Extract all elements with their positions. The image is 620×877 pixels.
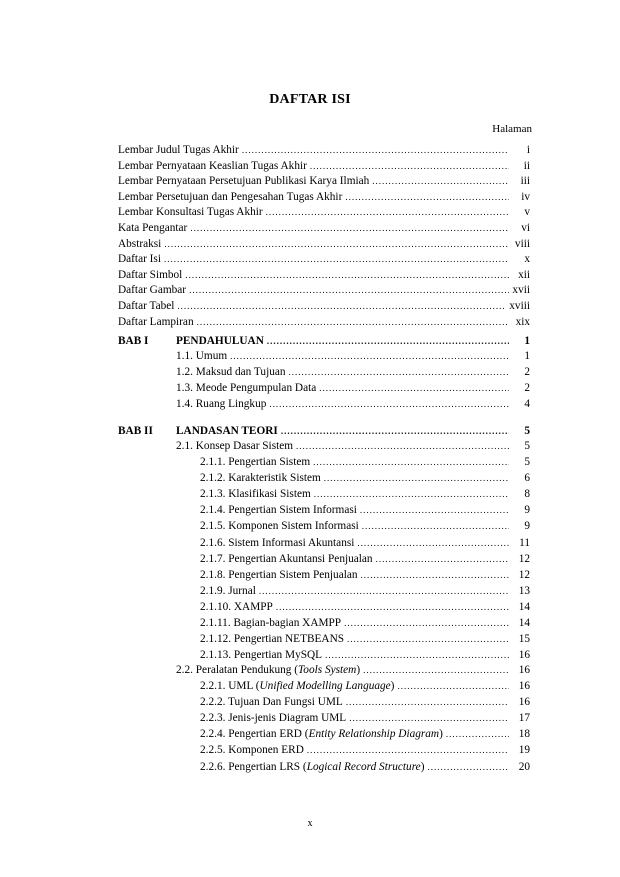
- page-ref: 20: [518, 760, 530, 773]
- dot-leader: [185, 268, 509, 283]
- bab-2-heading: [176, 424, 530, 439]
- toc-entry: [200, 632, 530, 647]
- page-ref: 16: [518, 680, 530, 692]
- dot-leader: [314, 487, 509, 502]
- page-title: DAFTAR ISI: [269, 92, 351, 107]
- toc-entry: [200, 519, 530, 534]
- page-ref: x: [524, 253, 530, 266]
- dot-leader: [307, 743, 509, 758]
- dot-leader: [266, 205, 509, 220]
- page-ref: 6: [524, 472, 530, 485]
- page-ref: 17: [518, 712, 530, 725]
- entry-label: Daftar Tabel: [118, 300, 175, 312]
- entry-label: PENDAHULUAN: [176, 335, 264, 347]
- toc-entry: [200, 727, 530, 742]
- dot-leader: [427, 760, 509, 775]
- page-ref: 18: [518, 728, 530, 741]
- page-ref: 9: [524, 520, 530, 533]
- toc-entry: [200, 695, 530, 710]
- dot-leader: [269, 397, 509, 412]
- dot-leader: [190, 221, 509, 236]
- toc-entry: [176, 349, 530, 364]
- bab-1-heading: [176, 334, 530, 349]
- page-ref: 13: [518, 584, 530, 597]
- page-ref: 5: [524, 456, 530, 468]
- toc-entry: [118, 221, 530, 236]
- toc-entry: [118, 299, 530, 314]
- entry-label: Daftar Gambar: [118, 284, 187, 297]
- entry-label: 1.1. Umum: [176, 350, 228, 362]
- entry-label: Lembar Pernyataan Keaslian Tugas Akhir: [118, 159, 307, 172]
- dot-leader: [372, 174, 509, 189]
- entry-label-suffix: ): [420, 760, 425, 773]
- dot-leader: [164, 237, 509, 252]
- entry-label: Lembar Konsultasi Tugas Akhir: [118, 206, 263, 219]
- entry-label: Kata Pengantar: [118, 222, 188, 234]
- toc-entry: [118, 159, 530, 174]
- dot-leader: [361, 568, 509, 583]
- dot-leader: [267, 334, 509, 349]
- dot-leader: [197, 315, 509, 330]
- entry-label-italic: Unified Modelling Language: [259, 680, 391, 692]
- dot-leader: [230, 349, 509, 364]
- page-ref: 12: [518, 568, 530, 581]
- toc-entry: [200, 471, 530, 486]
- dot-leader: [446, 727, 509, 742]
- page-ref: 4: [524, 398, 530, 410]
- entry-label: 2.1.7. Pengertian Akuntansi Penjualan: [200, 552, 373, 565]
- page-ref: 1: [524, 335, 530, 347]
- page-ref: iv: [521, 190, 530, 203]
- entry-label: 2.1.3. Klasifikasi Sistem: [200, 488, 311, 501]
- entry-label: [200, 679, 394, 694]
- dot-leader: [345, 190, 509, 205]
- toc-entry: [200, 711, 530, 726]
- toc-entry: [200, 600, 530, 615]
- bab-2-code: BAB II: [118, 425, 153, 437]
- entry-label: [200, 760, 424, 775]
- page-ref: ii: [523, 159, 530, 172]
- dot-leader: [357, 536, 509, 551]
- entry-label: 2.1.8. Pengertian Sistem Penjualan: [200, 568, 358, 581]
- entry-label: 2.1.6. Sistem Informasi Akuntansi: [200, 536, 355, 549]
- dot-leader: [346, 695, 509, 710]
- page-ref: xii: [518, 268, 530, 281]
- bab-1-code: BAB I: [118, 335, 149, 347]
- toc-entry: [200, 487, 530, 502]
- toc-entry: [118, 315, 530, 330]
- page-ref: 9: [524, 504, 530, 517]
- page-ref: 16: [518, 664, 530, 676]
- page-ref: xvii: [512, 284, 530, 297]
- dot-leader: [324, 471, 509, 486]
- toc-entry: [118, 174, 530, 189]
- toc-entry: [118, 252, 530, 267]
- toc-entry: [200, 743, 530, 758]
- page-ref: v: [524, 206, 530, 219]
- page-ref: 15: [518, 633, 530, 646]
- dot-leader: [310, 159, 509, 174]
- entry-label: 1.2. Maksud dan Tujuan: [176, 366, 286, 378]
- toc-entry: [200, 552, 530, 567]
- toc-entry: [118, 205, 530, 220]
- halaman-label: Halaman: [492, 123, 532, 135]
- entry-label: [200, 727, 443, 742]
- page-ref: 16: [518, 649, 530, 662]
- dot-leader: [242, 143, 509, 158]
- entry-label: 2.1.11. Bagian-bagian XAMPP: [200, 617, 342, 629]
- dot-leader: [319, 381, 509, 396]
- toc-entry: [200, 584, 530, 599]
- page-number: x: [307, 818, 313, 829]
- dot-leader: [276, 600, 509, 615]
- entry-label: 2.1.2. Karakteristik Sistem: [200, 472, 321, 485]
- toc-entry: [200, 648, 530, 663]
- toc-entry: [200, 616, 530, 631]
- entry-label: Lembar Judul Tugas Akhir: [118, 144, 239, 156]
- dot-leader: [289, 365, 509, 380]
- dot-leader: [313, 455, 509, 470]
- entry-label-suffix: ): [439, 728, 443, 741]
- dot-leader: [376, 552, 509, 567]
- entry-label-text: 2.2.5. Komponen ERD: [200, 744, 304, 757]
- toc-entry: [200, 760, 530, 775]
- entry-label: Lembar Pernyataan Persetujuan Publikasi Karya Ilmiah: [118, 175, 370, 188]
- section-heading: [176, 439, 530, 454]
- page-ref: 14: [518, 617, 530, 629]
- dot-leader: [362, 519, 509, 534]
- dot-leader: [360, 503, 509, 518]
- page-ref: iii: [520, 175, 530, 188]
- entry-label-suffix: ): [356, 664, 361, 676]
- entry-label-text: 2.2.3. Jenis-jenis Diagram UML: [200, 712, 347, 725]
- toc-entry: [200, 679, 530, 694]
- entry-label: 2.1.1. Pengertian Sistem: [200, 456, 311, 468]
- entry-label: 1.3. Meode Pengumpulan Data: [176, 382, 317, 394]
- entry-label-suffix: ): [390, 680, 395, 692]
- toc-entry: [118, 190, 530, 205]
- entry-label: [200, 743, 304, 758]
- entry-label: 2.1.10. XAMPP: [200, 600, 273, 613]
- toc-entry: [118, 143, 530, 158]
- toc-entry: [200, 455, 530, 470]
- toc-entry: [176, 381, 530, 396]
- page-ref: 2: [524, 366, 530, 378]
- entry-label-text: 2.2. Peralatan Pendukung (: [176, 664, 299, 676]
- toc-entry: [118, 237, 530, 252]
- entry-label: 2.1.9. Jurnal: [200, 584, 256, 597]
- dot-leader: [281, 424, 509, 439]
- entry-label-text: 2.2.2. Tujuan Dan Fungsi UML: [200, 696, 343, 709]
- toc-entry: [200, 536, 530, 551]
- page-ref: 2: [524, 382, 530, 394]
- section-heading: [176, 663, 530, 678]
- toc-entry: [118, 283, 530, 298]
- dot-leader: [189, 283, 509, 298]
- dot-leader: [296, 439, 509, 454]
- page-ref: 16: [518, 696, 530, 709]
- entry-label: 2.1.4. Pengertian Sistem Informasi: [200, 504, 357, 517]
- page-ref: viii: [514, 237, 530, 250]
- page-ref: 5: [524, 425, 530, 437]
- entry-label: LANDASAN TEORI: [176, 425, 278, 437]
- entry-label: 2.1.12. Pengertian NETBEANS: [200, 633, 345, 646]
- page-ref: i: [526, 144, 530, 156]
- entry-label-italic: Entity Relationship Diagram: [308, 728, 440, 741]
- entry-label: [200, 695, 343, 710]
- toc-entry: [176, 365, 530, 380]
- entry-label-italic: Tools System: [298, 664, 357, 676]
- dot-leader: [363, 663, 509, 678]
- entry-label-italic: Logical Record Structure: [306, 760, 421, 773]
- dot-leader: [164, 252, 509, 267]
- entry-label: 2.1.5. Komponen Sistem Informasi: [200, 520, 359, 533]
- page-ref: 11: [519, 536, 530, 549]
- page-ref: vi: [521, 222, 530, 234]
- dot-leader: [347, 632, 509, 647]
- dot-leader: [325, 648, 509, 663]
- entry-label: [176, 663, 360, 678]
- dot-leader: [344, 616, 509, 631]
- page-ref: 12: [518, 552, 530, 565]
- entry-label: Abstraksi: [118, 237, 162, 250]
- entry-label: Daftar Isi: [118, 253, 161, 266]
- page-ref: 14: [518, 600, 530, 613]
- toc-entry: [118, 268, 530, 283]
- entry-label-text: 2.2.4. Pengertian ERD (: [200, 728, 309, 741]
- toc-entry: [200, 503, 530, 518]
- entry-label-text: 2.2.6. Pengertian LRS (: [200, 760, 307, 773]
- dot-leader: [349, 711, 509, 726]
- toc-entry: [176, 397, 530, 412]
- page-ref: xviii: [509, 300, 530, 312]
- page-ref: 1: [524, 350, 530, 362]
- page-ref: xix: [515, 315, 530, 328]
- entry-label: [200, 711, 346, 726]
- page-ref: 5: [524, 440, 530, 452]
- toc-entry: [200, 568, 530, 583]
- dot-leader: [177, 299, 506, 314]
- dot-leader: [259, 584, 509, 599]
- entry-label: 2.1.13. Pengertian MySQL: [200, 649, 323, 662]
- page-ref: 8: [524, 488, 530, 501]
- entry-label: 1.4. Ruang Lingkup: [176, 398, 267, 410]
- entry-label: 2.1. Konsep Dasar Sistem: [176, 440, 294, 452]
- entry-label-text: 2.2.1. UML (: [200, 680, 260, 692]
- entry-label: Daftar Lampiran: [118, 315, 194, 328]
- dot-leader: [397, 679, 509, 694]
- entry-label: Daftar Simbol: [118, 268, 183, 281]
- entry-label: Lembar Persetujuan dan Pengesahan Tugas Akhir: [118, 190, 343, 203]
- page-ref: 19: [518, 744, 530, 757]
